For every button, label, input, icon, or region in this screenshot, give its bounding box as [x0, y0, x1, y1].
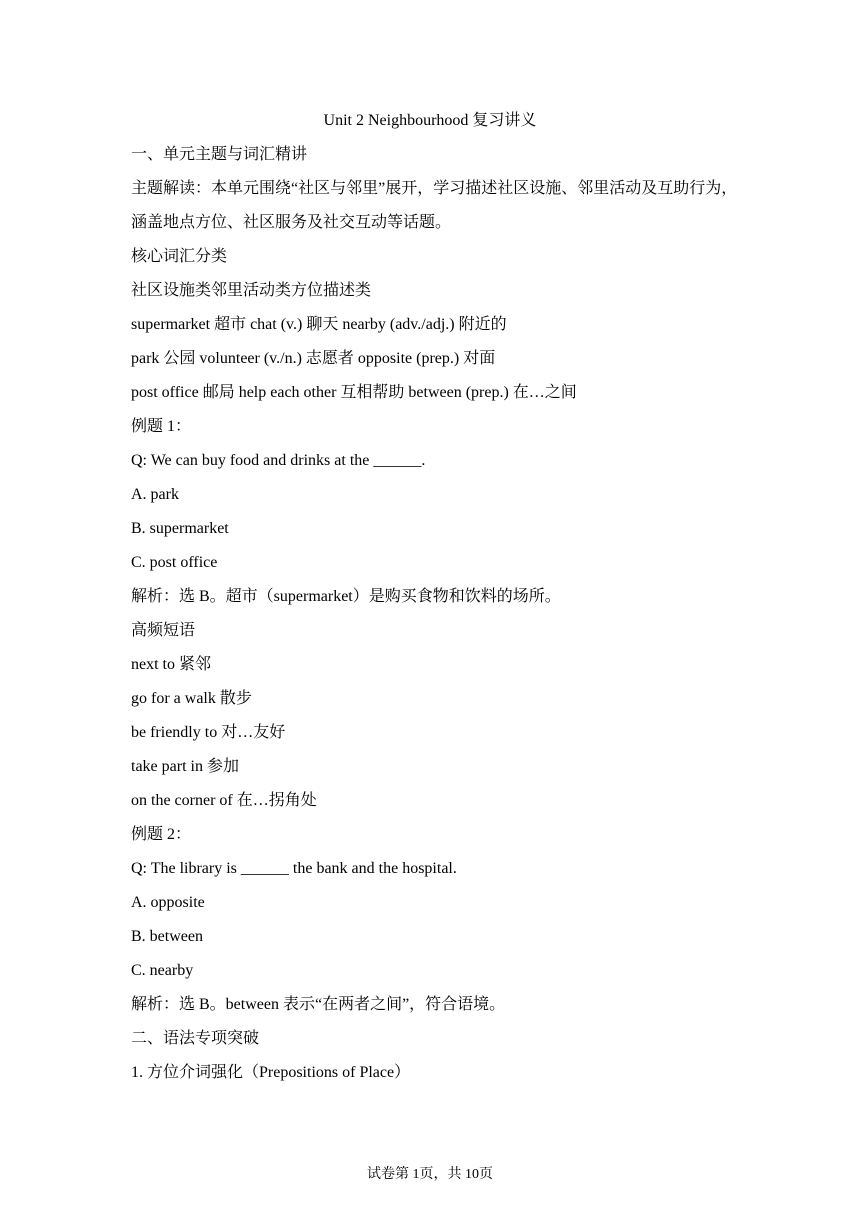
- explanation: 解析：选 B。between 表示“在两者之间”，符合语境。: [131, 996, 506, 1013]
- option: C. nearby: [131, 962, 194, 979]
- subheading: 核心词汇分类: [131, 248, 228, 265]
- vocab-row: park 公园 volunteer (v./n.) 志愿者 opposite (prep.) 对面: [131, 350, 496, 367]
- subsection-heading: 1. 方位介词强化（Prepositions of Place）: [131, 1064, 411, 1081]
- example-label: 例题 2：: [131, 826, 192, 843]
- section-heading: 一、单元主题与词汇精讲: [131, 146, 308, 163]
- document-title: Unit 2 Neighbourhood 复习讲义: [323, 112, 537, 129]
- option: A. opposite: [131, 894, 205, 911]
- phrase-item: be friendly to 对…友好: [131, 724, 286, 741]
- phrase-item: on the corner of 在…拐角处: [131, 792, 317, 809]
- vocab-row: supermarket 超市 chat (v.) 聊天 nearby (adv./adj.) 附近的: [131, 316, 507, 333]
- theme-paragraph: 主题解读：本单元围绕“社区与邻里”展开，学习描述社区设施、邻里活动及互助行为，涵盖地点方位、社区服务及社交互动等话题。: [131, 180, 738, 231]
- section-heading: 二、语法专项突破: [131, 1030, 260, 1047]
- phrase-item: next to 紧邻: [131, 656, 211, 673]
- subheading: 高频短语: [131, 622, 196, 639]
- example-label: 例题 1：: [131, 418, 192, 435]
- option: C. post office: [131, 554, 218, 571]
- option: A. park: [131, 486, 179, 503]
- question: Q: The library is ______ the bank and the hospital.: [131, 860, 457, 877]
- phrase-item: take part in 参加: [131, 758, 239, 775]
- option: B. between: [131, 928, 203, 945]
- option: B. supermarket: [131, 520, 229, 537]
- vocab-row: post office 邮局 help each other 互相帮助 between (prep.) 在…之间: [131, 384, 577, 401]
- phrase-item: go for a walk 散步: [131, 690, 252, 707]
- vocab-table-header: 社区设施类邻里活动类方位描述类: [131, 282, 372, 299]
- page-footer: 试卷第 1页，共 10页: [367, 1167, 493, 1182]
- question: Q: We can buy food and drinks at the ______.: [131, 452, 426, 469]
- explanation: 解析：选 B。超市（supermarket）是购买食物和饮料的场所。: [131, 588, 561, 605]
- document-body: [131, 145, 751, 1097]
